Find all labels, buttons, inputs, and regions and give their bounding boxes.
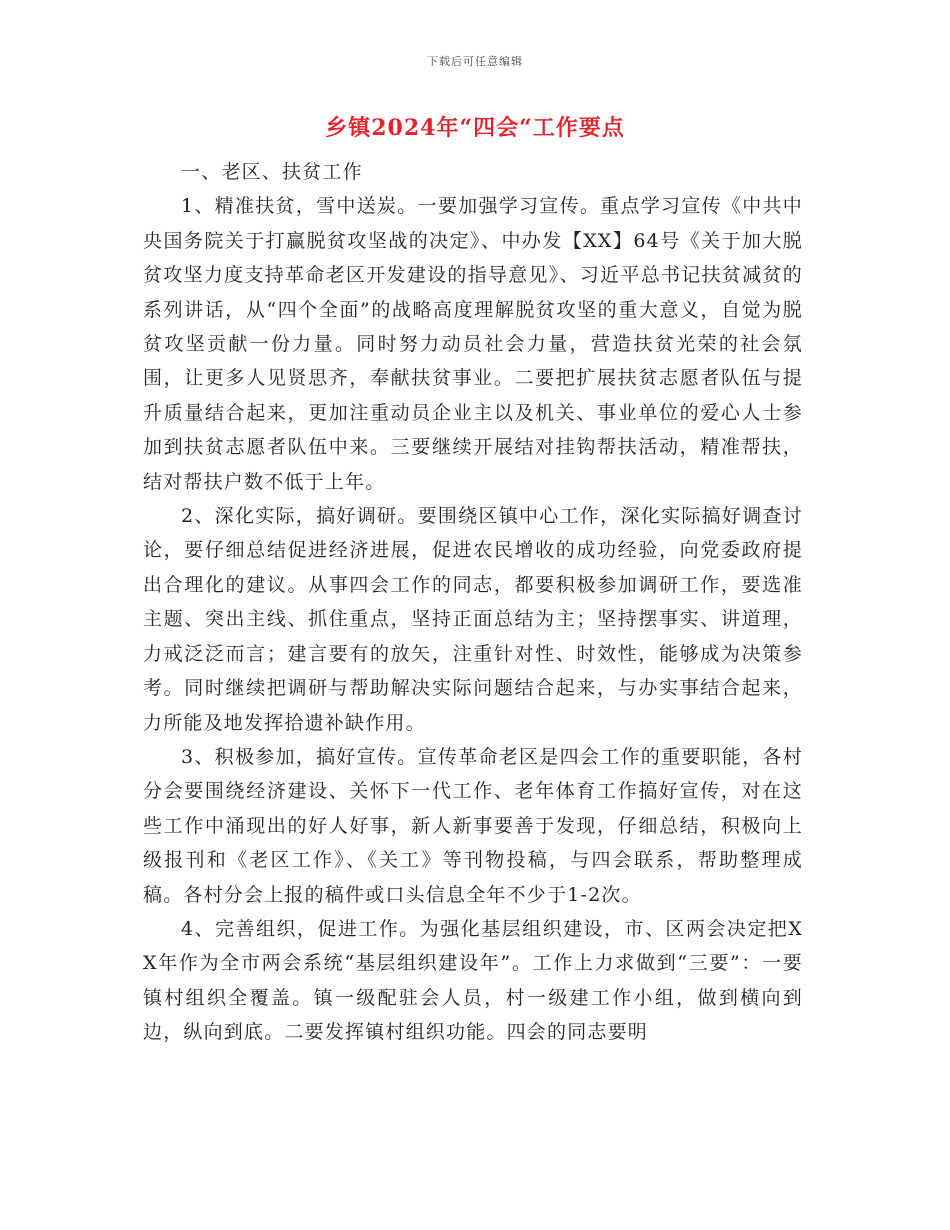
page-header-note: 下载后可任意编辑 bbox=[427, 55, 523, 68]
paragraph-1: 1、精准扶贫，雪中送炭。一要加强学习宣传。重点学习宣传《中共中央国务院关于打赢脱贫攻坚战的决定》、中办发【XX】64号《关于加大脱贫攻坚力度支持革命老区开发建设的指导意见》、习近平总书记扶贫减贫的系列讲话，从“四个全面”的战略高度理解脱贫攻坚的重大意义，自觉为脱贫攻坚贡献一份力量。同时努力动员社会力量，营造扶贫光荣的社会氛围，让更多人见贤思齐，奉献扶贫事业。二要把扩展扶贫志愿者队伍与提升质量结合起来，更加注重动员企业主以及机关、事业单位的爱心人士参加到扶贫志愿者队伍中来。三要继续开展结对挂钩帮扶活动，精准帮扶，结对帮扶户数不低于上年。 bbox=[143, 195, 803, 493]
document-title: 乡镇2024年“四会“工作要点 bbox=[325, 115, 625, 141]
paragraph-4: 4、完善组织，促进工作。为强化基层组织建设，市、区两会决定把XX年作为全市两会系统“基层组织建设年”。工作上力求做到“三要”：一要镇村组织全覆盖。镇一级配驻会人员，村一级建工作小组，做到横向到边，纵向到底。二要发挥镇村组织功能。四会的同志要明 bbox=[143, 917, 803, 1044]
paragraph-2: 2、深化实际，搞好调研。要围绕区镇中心工作，深化实际搞好调查讨论，要仔细总结促进经济进展，促进农民增收的成功经验，向党委政府提出合理化的建议。从事四会工作的同志，都要积极参加调研工作，要选准主题、突出主线、抓住重点，坚持正面总结为主；坚持摆事实、讲道理，力戒泛泛而言；建言要有的放矢，注重针对性、时效性，能够成为决策参考。同时继续把调研与帮助解决实际问题结合起来，与办实事结合起来，力所能及地发挥拾遗补缺作用。 bbox=[143, 505, 803, 734]
section-heading: 一、老区、扶贫工作 bbox=[181, 161, 363, 183]
document-body bbox=[143, 155, 803, 1050]
paragraph-3: 3、积极参加，搞好宣传。宣传革命老区是四会工作的重要职能，各村分会要围绕经济建设、关怀下一代工作、老年体育工作搞好宣传，对在这些工作中涌现出的好人好事，新人新事要善于发现，仔细总结，积极向上级报刊和《老区工作》、《关工》等刊物投稿，与四会联系，帮助整理成稿。各村分会上报的稿件或口头信息全年不少于1-2次。 bbox=[143, 745, 803, 906]
